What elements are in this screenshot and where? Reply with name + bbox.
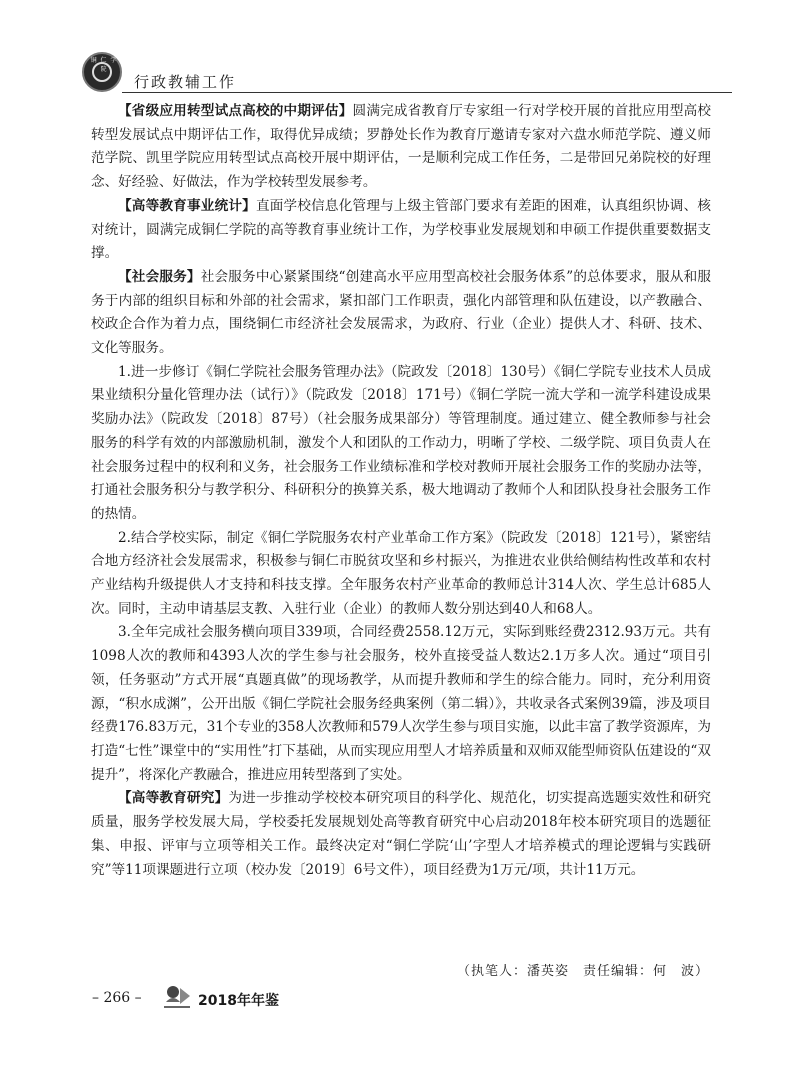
document-body <box>91 100 711 882</box>
paragraph-item-1 <box>91 361 711 527</box>
paragraph-social-service <box>91 266 711 361</box>
paragraph-text: 1.进一步修订《铜仁学院社会服务管理办法》（院政发〔2018〕130号）《铜仁学院专业技术人员成果业绩积分量化管理办法（试行）》（院政发〔2018〕171号）《铜仁学院一流大学和一流学科建设成果奖励办法》（院政发〔2018〕87号）（社会服务成果部分）等管理制度。通过建立、健全教师参与社会服务的科学有效的内部激励机制，激发个人和团队的工作动力，明晰了学校、二级学院、项目负责人在社会服务过程中的权利和义务，社会服务工作业绩标准和学校对教师开展社会服务工作的奖励办法等，打通社会服务积分与教学积分、科研积分的换算关系，极大地调动了教师个人和团队投身社会服务工作的热情。 <box>91 363 711 522</box>
paragraph-text: 3.全年完成社会服务横向项目339项，合同经费2558.12万元，实际到账经费2312.93万元。共有1098人次的教师和4393人次的学生参与社会服务，校外直接受益人数达2.1万多人次。通过“项目引领，任务驱动”方式开展“真题真做”的现场教学，从而提升教师和学生的综合能力。同时，充分利用资源，“积水成渊”，公开出版《铜仁学院社会服务经典案例（第二辑）》，共收录各式案例39篇，涉及项目经费176.83万元，31个专业的358人次教师和579人次学生参与项目实施，以此丰富了教学资源库，为打造“七性”课堂中的“实用性”打下基础，从而实现应用型人才培养质量和双师双能型师资队伍建设的“双提升”，将深化产教融合，推进应用转型落到了实处。 <box>91 624 711 783</box>
paragraph-heading: 【社会服务】 <box>118 268 201 285</box>
university-logo <box>82 52 122 92</box>
paragraph-heading: 【高等教育事业统计】 <box>118 197 256 214</box>
paragraph-heading: 【省级应用转型试点高校的中期评估】 <box>118 103 353 119</box>
paragraph-midterm-evaluation <box>91 100 711 195</box>
page-header <box>82 52 732 94</box>
paragraph-heading: 【高等教育研究】 <box>118 790 229 807</box>
logo-text: 铜 仁 学 院 <box>90 57 118 73</box>
paragraph-text: 为进一步推动学校校本研究项目的科学化、规范化，切实提高选题实效性和研究质量，服务学校发展大局，学校委托发展规划处高等教育研究中心启动2018年校本研究项目的选题征集、申报、评审与立项等相关工作。最终决定对“铜仁学院‘山’字型人才培养模式的理论逻辑与实践研究”等11项课题进行立项（校办发〔2019〕6号文件），项目经费为1万元/项，共计11万元。 <box>91 790 712 878</box>
paragraph-text: 直面学校信息化管理与上级主管部门要求有差距的困难，认真组织协调、核对统计，圆满完成铜仁学院的高等教育事业统计工作，为学校事业发展规划和申硕工作提供重要数据支撑。 <box>91 197 711 262</box>
yearbook-emblem-icon <box>162 982 192 1010</box>
paragraph-item-2 <box>91 527 711 622</box>
section-title: 行政教辅工作 <box>134 73 237 91</box>
header-divider <box>122 92 732 93</box>
page-number: – 266 – <box>92 990 142 1006</box>
paragraph-item-3 <box>91 621 711 787</box>
paragraph-text: 圆满完成省教育厅专家组一行对学校开展的首批应用型高校转型发展试点中期评估工作，取得优异成绩；罗静处长作为教育厅邀请专家对六盘水师范学院、遵义师范学院、凯里学院应用转型试点高校开展中期评估，一是顺利完成工作任务，二是带回兄弟院校的好理念、好经验、好做法，作为学校转型发展参考。 <box>91 103 712 191</box>
page-footer <box>92 988 392 1012</box>
author-credit: （执笔人：潘英姿 责任编辑：何 波） <box>456 964 709 979</box>
yearbook-label: 2018年年鉴 <box>198 993 279 1009</box>
paragraph-higher-education-research <box>91 787 711 882</box>
paragraph-education-statistics <box>91 195 711 266</box>
paragraph-text: 2.结合学校实际，制定《铜仁学院服务农村产业革命工作方案》（院政发〔2018〕121号），紧密结合地方经济社会发展需求，积极参与铜仁市脱贫攻坚和乡村振兴，为推进农业供给侧结构性改革和农村产业结构升级提供人才支持和科技支撑。全年服务农村产业革命的教师总计314人次、学生总计685人次。同时，主动申请基层支教、入驻行业（企业）的教师人数分别达到40人和68人。 <box>91 529 711 617</box>
paragraph-text: 社会服务中心紧紧围绕“创建高水平应用型高校社会服务体系”的总体要求，服从和服务于内部的组织目标和外部的社会需求，紧扣部门工作职责，强化内部管理和队伍建设，以产教融合、校政企合作为着力点，围绕铜仁市经济社会发展需求，为政府、行业（企业）提供人才、科研、技术、文化等服务。 <box>91 268 711 357</box>
